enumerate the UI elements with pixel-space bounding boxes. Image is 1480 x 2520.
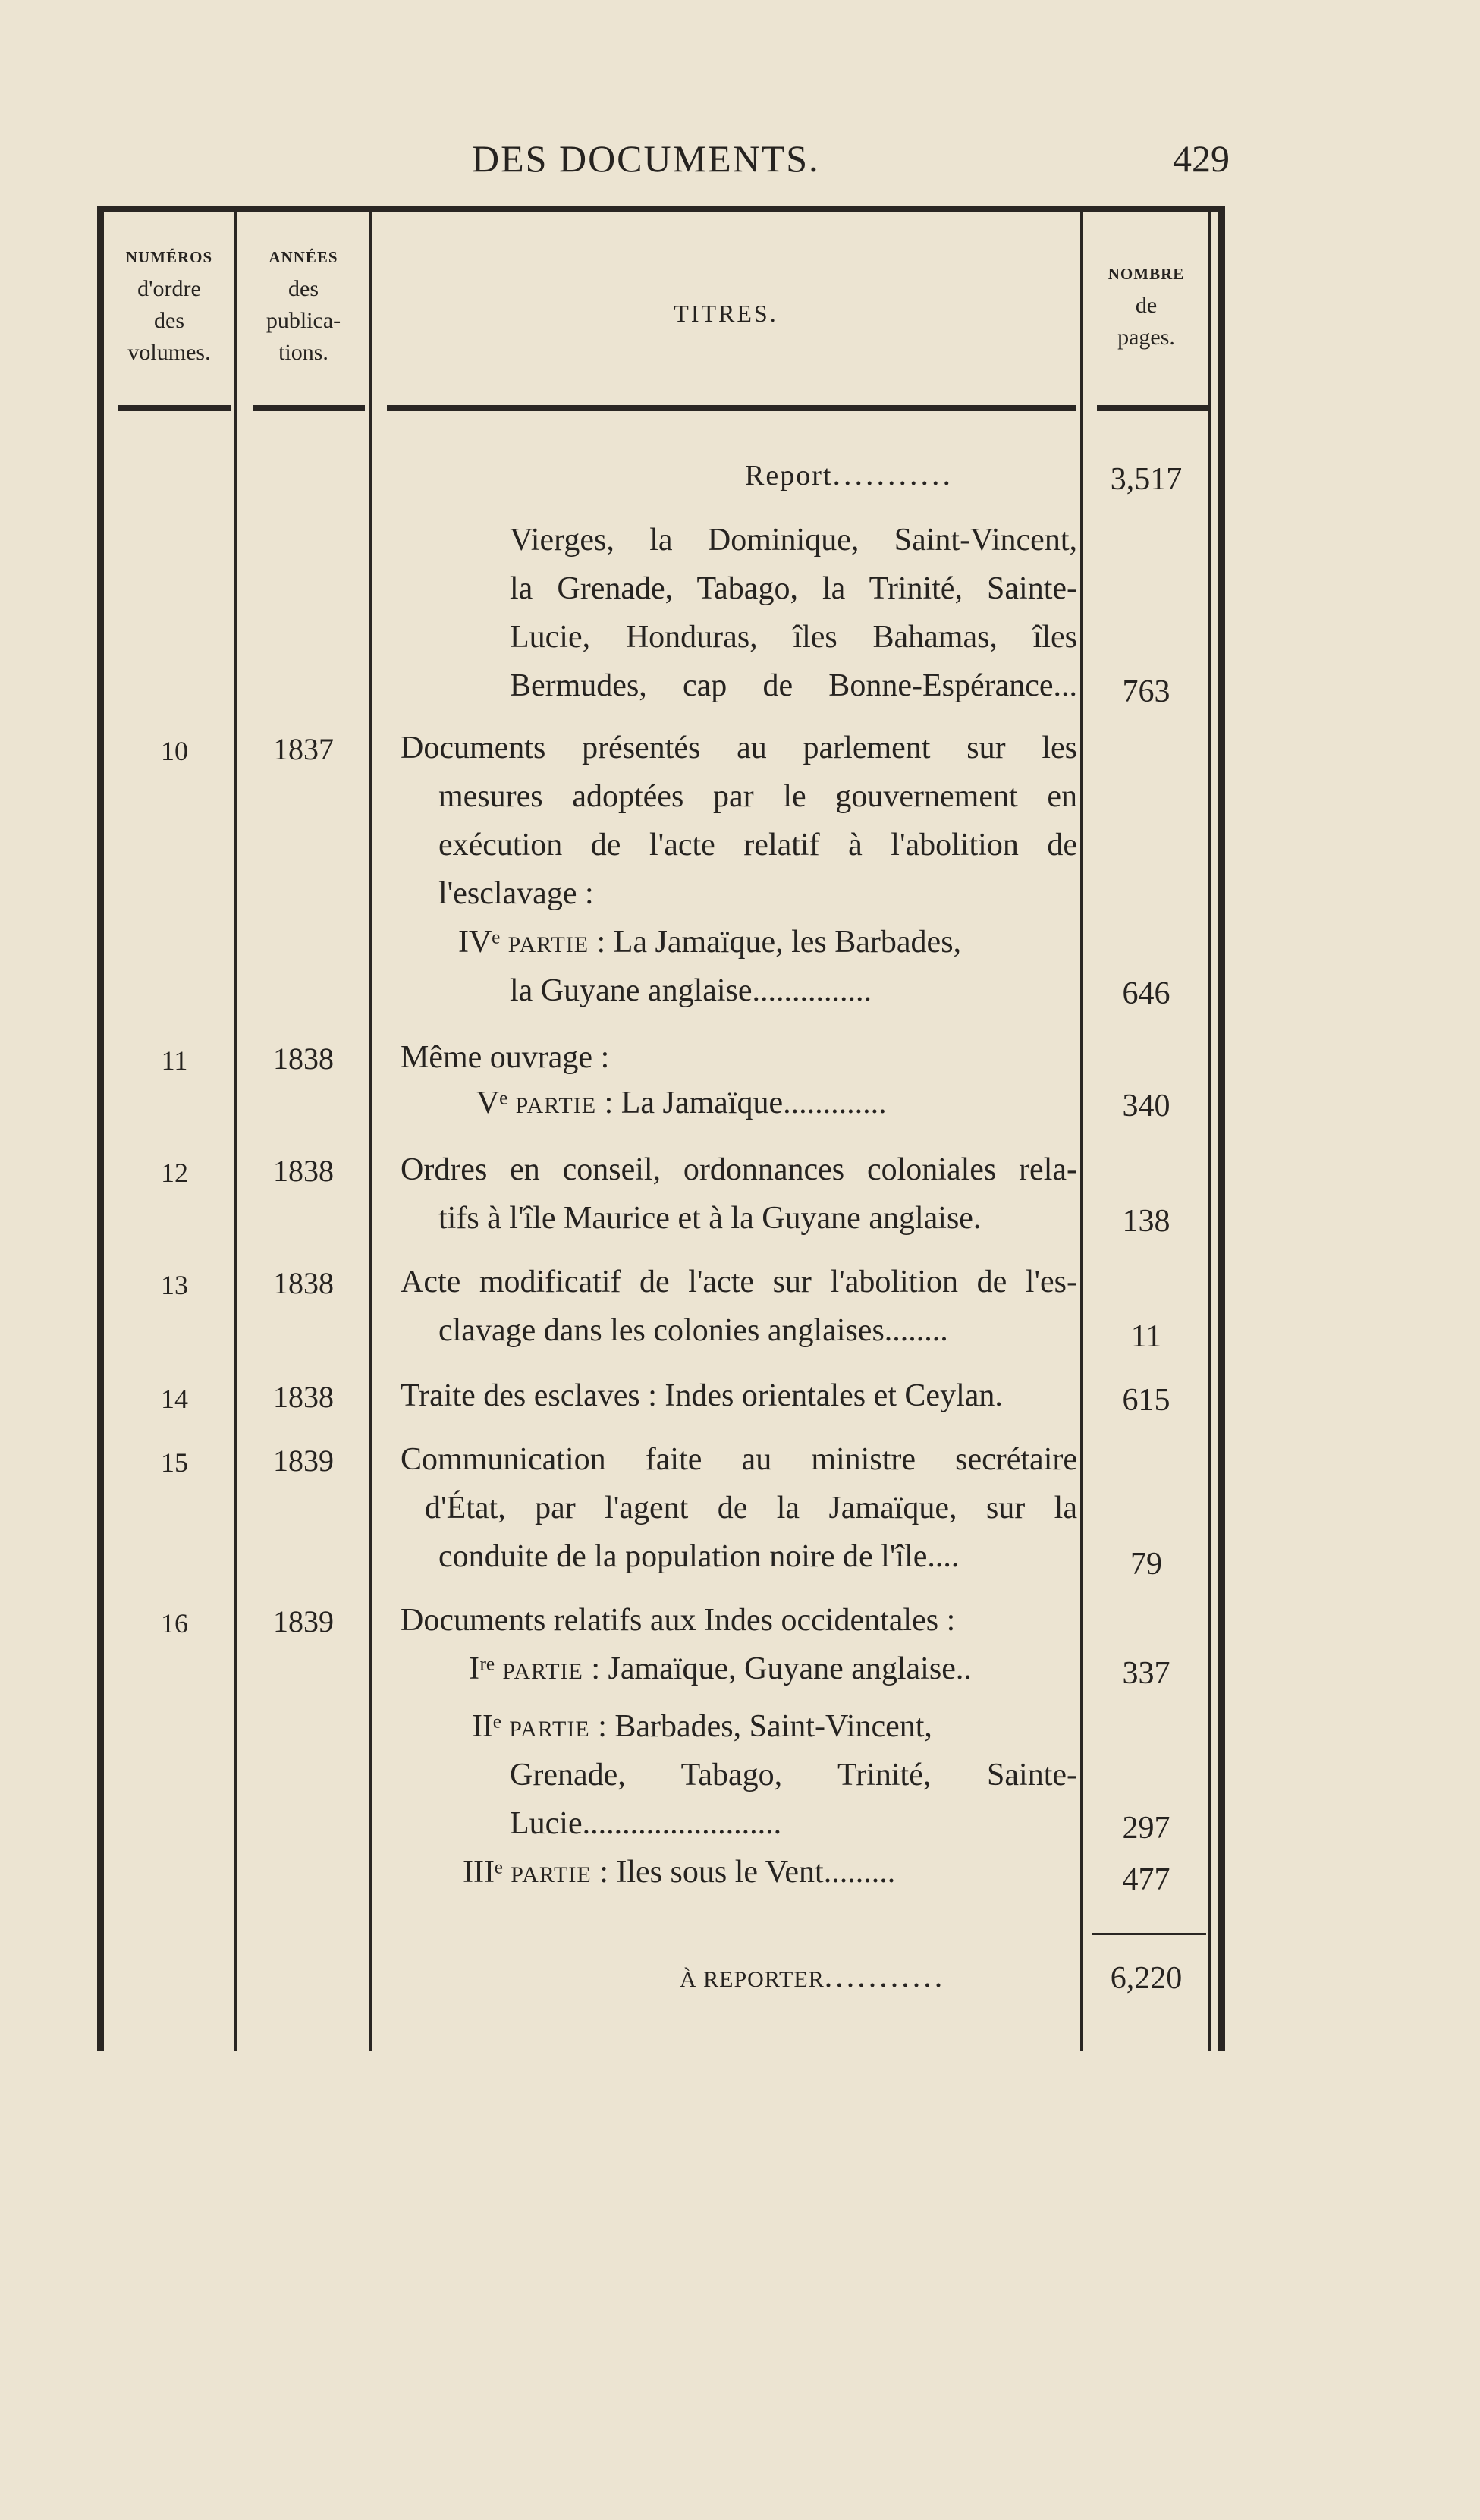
carry-line: Vierges, la Dominique, Saint-Vincent, bbox=[510, 523, 1077, 558]
row-16-part-1-pages: 337 bbox=[1122, 1656, 1170, 1691]
page-number: 429 bbox=[1173, 137, 1230, 180]
row-16-line: Documents relatifs aux Indes occidentales : bbox=[401, 1603, 956, 1638]
row-10-year: 1837 bbox=[273, 732, 334, 766]
row-16-part-3-pages: 477 bbox=[1122, 1862, 1170, 1897]
column-header-years: ANNÉES des publica- tions. bbox=[266, 248, 341, 365]
header-rule bbox=[118, 405, 231, 411]
row-11-pages: 340 bbox=[1122, 1089, 1170, 1123]
running-title: DES DOCUMENTS. bbox=[472, 137, 820, 180]
row-16-num: 16 bbox=[161, 1608, 188, 1639]
column-header-pages: NOMBRE de pages. bbox=[1108, 265, 1185, 350]
total-label: À REPORTER bbox=[680, 1967, 825, 1992]
carry-line: la Grenade, Tabago, la Trinité, Sainte- bbox=[510, 571, 1077, 606]
row-13-pages: 11 bbox=[1130, 1319, 1162, 1354]
carry-line: Bermudes, cap de Bonne-Espérance... bbox=[510, 668, 1077, 703]
row-15-num: 15 bbox=[161, 1447, 188, 1478]
row-15-line: d'État, par l'agent de la Jamaïque, sur la bbox=[425, 1491, 1077, 1526]
carry-pages: 763 bbox=[1122, 674, 1170, 709]
report-pages: 3,517 bbox=[1110, 462, 1183, 497]
row-14-num: 14 bbox=[161, 1384, 188, 1414]
row-13-year: 1838 bbox=[273, 1266, 334, 1300]
row-15-pages: 79 bbox=[1130, 1547, 1162, 1582]
row-16-part-2-pages: 297 bbox=[1122, 1811, 1170, 1846]
row-12-line: tifs à l'île Maurice et à la Guyane anglaise. bbox=[438, 1201, 982, 1236]
row-12-num: 12 bbox=[161, 1158, 188, 1188]
header-rule bbox=[1097, 405, 1208, 411]
row-13-num: 13 bbox=[161, 1270, 188, 1300]
row-10-num: 10 bbox=[161, 736, 188, 766]
row-13-line: Acte modificatif de l'acte sur l'abolition de l'es- bbox=[401, 1265, 1077, 1299]
row-16-part-2-line: Lucie......................... bbox=[510, 1806, 782, 1841]
total-pages: 6,220 bbox=[1110, 1961, 1183, 1996]
row-10-sub-line: la Guyane anglaise............... bbox=[510, 973, 872, 1008]
report-leaders: ........... bbox=[832, 457, 954, 492]
page-header bbox=[0, 137, 1480, 197]
header-rule bbox=[387, 405, 1076, 411]
row-10-line: l'esclavage : bbox=[438, 876, 594, 911]
total-rule bbox=[1092, 1933, 1206, 1935]
row-11-line: Même ouvrage : bbox=[401, 1040, 610, 1075]
row-16-part-2: IIᵉ PARTIE : Barbades, Saint-Vincent, bbox=[472, 1709, 932, 1744]
column-header-volumes: NUMÉROS d'ordre des volumes. bbox=[125, 248, 213, 365]
row-11-sub: Vᵉ PARTIE : La Jamaïque............. bbox=[476, 1086, 887, 1120]
row-14-year: 1838 bbox=[273, 1380, 334, 1414]
row-16-year: 1839 bbox=[273, 1604, 334, 1639]
row-10-sub: IVᵉ PARTIE : La Jamaïque, les Barbades, bbox=[458, 925, 962, 960]
row-12-line: Ordres en conseil, ordonnances coloniales rela- bbox=[401, 1152, 1077, 1187]
row-16-part-1: Iʳᵉ PARTIE : Jamaïque, Guyane anglaise.. bbox=[469, 1651, 972, 1686]
total-line bbox=[680, 1957, 945, 2000]
row-10-line: Documents présentés au parlement sur les bbox=[401, 731, 1077, 765]
column-header-titles: TITRES. bbox=[674, 300, 778, 327]
report-label: Report bbox=[745, 460, 833, 492]
report-line bbox=[745, 455, 954, 495]
row-10-pages: 646 bbox=[1122, 976, 1170, 1011]
row-16-part-2-line: Grenade, Tabago, Trinité, Sainte- bbox=[510, 1758, 1077, 1793]
row-15-line: Communication faite au ministre secrétaire bbox=[401, 1442, 1077, 1477]
row-15-line: conduite de la population noire de l'île.... bbox=[438, 1539, 960, 1574]
row-11-year: 1838 bbox=[273, 1042, 334, 1076]
carry-line: Lucie, Honduras, îles Bahamas, îles bbox=[510, 620, 1077, 655]
row-15-year: 1839 bbox=[273, 1444, 334, 1478]
row-14-pages: 615 bbox=[1122, 1383, 1170, 1418]
row-14-line: Traite des esclaves : Indes orientales et Ceylan. bbox=[401, 1378, 1003, 1413]
row-16-part-3: IIIᵉ PARTIE : Iles sous le Vent......... bbox=[463, 1855, 896, 1890]
header-rule bbox=[253, 405, 365, 411]
column-divider bbox=[234, 206, 237, 2051]
row-12-year: 1838 bbox=[273, 1154, 334, 1188]
row-10-line: mesures adoptées par le gouvernement en bbox=[438, 779, 1077, 814]
row-13-line: clavage dans les colonies anglaises........ bbox=[438, 1313, 948, 1348]
row-11-num: 11 bbox=[161, 1045, 188, 1076]
row-10-line: exécution de l'acte relatif à l'abolition de bbox=[438, 828, 1077, 863]
row-12-pages: 138 bbox=[1122, 1204, 1170, 1239]
column-divider bbox=[369, 206, 372, 2051]
total-leaders: ........... bbox=[824, 1959, 946, 1994]
